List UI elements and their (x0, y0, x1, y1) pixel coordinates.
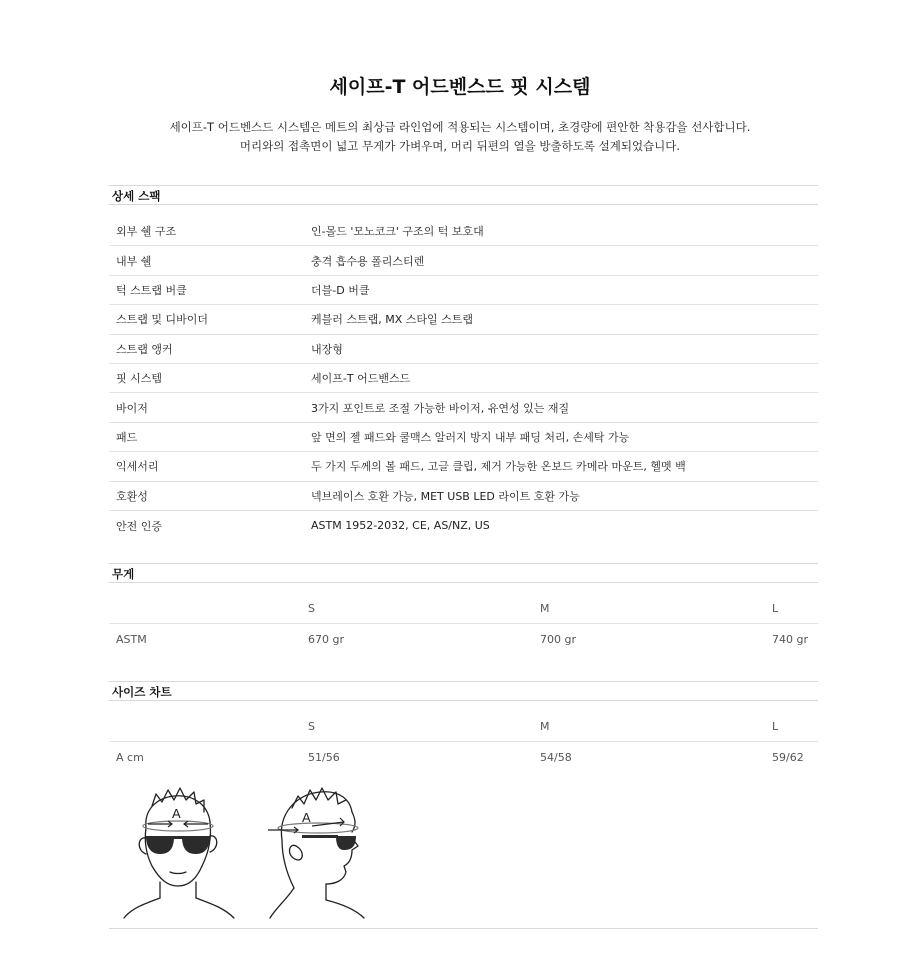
size-row-label: A cm (116, 750, 144, 764)
spec-row (109, 276, 818, 305)
weight-col-s: S (308, 602, 315, 615)
spec-row (109, 452, 818, 481)
intro-text (0, 118, 920, 156)
front-diagram-label: A (172, 806, 181, 821)
specs-table (109, 217, 818, 540)
size-col-l: L (772, 720, 779, 733)
spec-row (109, 335, 818, 364)
spec-row (109, 423, 818, 452)
spec-label: 안전 인증 (116, 519, 163, 533)
spec-label: 호환성 (116, 489, 148, 503)
spec-row (109, 217, 818, 246)
spec-row (109, 482, 818, 511)
spec-value: 내장형 (311, 342, 343, 356)
specs-heading: 상세 스팩 (109, 185, 818, 205)
size-l-value: 59/62 (772, 750, 804, 764)
weight-table (109, 594, 818, 654)
spec-value: 두 가지 두께의 볼 패드, 고글 클립, 제거 가능한 온보드 카메라 마운트, 헬멧 백 (311, 460, 686, 474)
spec-row (109, 246, 818, 275)
spec-value: 인-몰드 '모노코크' 구조의 턱 보호대 (311, 225, 484, 239)
weight-s-value: 670 gr (308, 632, 344, 646)
weight-m-value: 700 gr (540, 632, 576, 646)
weight-row (109, 624, 818, 654)
spec-value: 더블-D 버클 (311, 283, 370, 297)
weight-col-m: M (540, 602, 550, 615)
size-chart-table (109, 712, 818, 772)
spec-label: 스트랩 및 디바이더 (116, 313, 209, 327)
spec-value: 케블러 스트랩, MX 스타일 스트랩 (311, 313, 474, 327)
spec-label: 스트랩 앵커 (116, 342, 173, 356)
spec-row (109, 511, 818, 540)
intro-line-1: 세이프-T 어드벤스드 시스템은 메트의 최상급 라인업에 적용되는 시스템이며, 초경량에 편안한 착용감을 선사합니다. (169, 120, 751, 134)
head-front-illustration (108, 780, 248, 920)
weight-row-label: ASTM (116, 632, 147, 646)
spec-row (109, 305, 818, 334)
spec-label: 핏 시스템 (116, 372, 163, 386)
size-col-m: M (540, 720, 550, 733)
spec-value: 세이프-T 어드밴스드 (311, 372, 411, 386)
spec-label: 바이저 (116, 401, 148, 415)
size-chart-heading: 사이즈 차트 (109, 681, 818, 701)
size-row (109, 742, 818, 772)
weight-header-row (109, 594, 818, 624)
spec-value: 앞 면의 젤 패드와 쿨맥스 알러지 방지 내부 패딩 처리, 손세탁 가능 (311, 430, 630, 444)
size-col-s: S (308, 720, 315, 733)
head-side-illustration (252, 780, 392, 920)
spec-label: 익세서리 (116, 460, 159, 474)
side-diagram-label: A (302, 810, 311, 825)
spec-label: 외부 쉘 구조 (116, 225, 177, 239)
spec-row (109, 393, 818, 422)
weight-col-l: L (772, 602, 779, 615)
size-m-value: 54/58 (540, 750, 572, 764)
page-title: 세이프-T 어드벤스드 핏 시스템 (329, 76, 591, 98)
spec-label: 내부 쉘 (116, 254, 152, 268)
size-s-value: 51/56 (308, 750, 340, 764)
spec-label: 패드 (116, 430, 138, 444)
weight-l-value: 740 gr (772, 632, 808, 646)
spec-label: 턱 스트랩 버클 (116, 283, 187, 297)
intro-line-2: 머리와의 접촉면이 넓고 무게가 가벼우며, 머리 뒤편의 열을 방출하도록 설계되었습니다. (239, 139, 681, 153)
weight-heading: 무게 (109, 563, 818, 583)
size-header-row (109, 712, 818, 742)
spec-value: ASTM 1952-2032, CE, AS/NZ, US (311, 519, 490, 533)
spec-value: 넥브레이스 호환 가능, MET USB LED 라이트 호환 가능 (311, 489, 580, 503)
spec-row (109, 364, 818, 393)
spec-value: 3가지 포인트로 조절 가능한 바이저, 유연성 있는 재질 (311, 401, 570, 415)
bottom-divider (109, 928, 818, 929)
spec-value: 충격 흡수용 폴리스티렌 (311, 254, 425, 268)
